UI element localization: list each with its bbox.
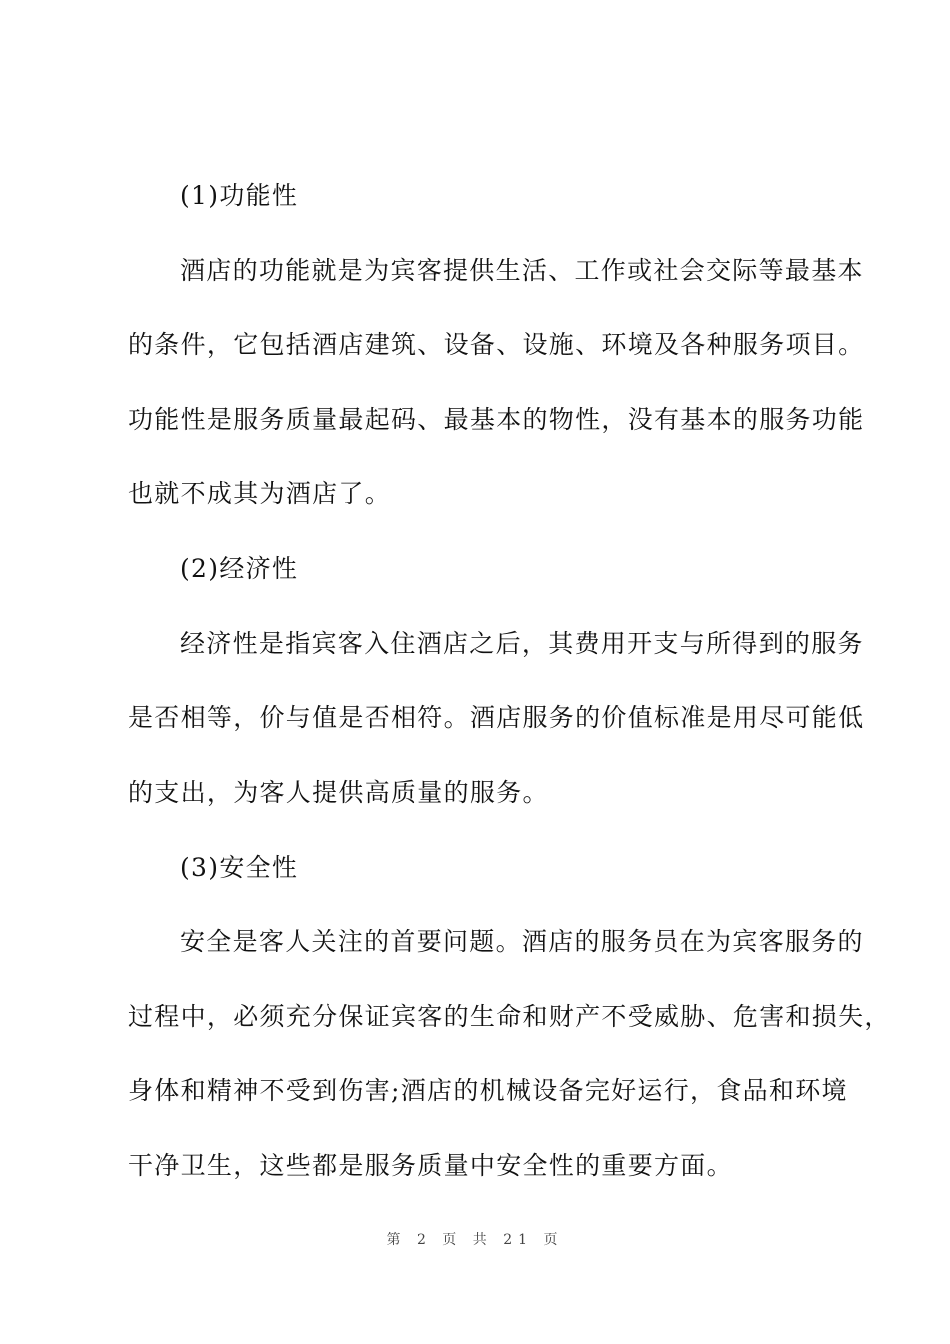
paragraph-line: 酒店的功能就是为宾客提供生活、工作或社会交际等最基本	[180, 256, 864, 285]
paragraph-line: 经济性是指宾客入住酒店之后，其费用开支与所得到的服务	[180, 629, 864, 658]
paragraph-line: 安全是客人关注的首要问题。酒店的服务员在为宾客服务的	[180, 927, 864, 956]
paragraph-line: 的支出，为客人提供高质量的服务。	[128, 778, 549, 807]
paragraph-line: 也就不成其为酒店了。	[128, 479, 392, 508]
paragraph-line: 身体和精神不受到伤害;酒店的机械设备完好运行，食品和环境	[128, 1076, 848, 1105]
paragraph-line: 是否相等，价与值是否相符。酒店服务的价值标准是用尽可能低	[128, 703, 865, 732]
paragraph-line: 功能性是服务质量最起码、最基本的物性，没有基本的服务功能	[128, 405, 865, 434]
page-number-footer: 第 2 页 共 21 页	[386, 1232, 564, 1248]
paragraph-line: 干净卫生，这些都是服务质量中安全性的重要方面。	[128, 1151, 733, 1180]
heading-functionality: (1)功能性	[180, 181, 299, 210]
heading-economy: (2)经济性	[180, 554, 299, 583]
heading-safety: (3)安全性	[180, 853, 299, 882]
paragraph-line: 的条件，它包括酒店建筑、设备、设施、环境及各种服务项目。	[128, 330, 865, 359]
paragraph-line: 过程中，必须充分保证宾客的生命和财产不受威胁、危害和损失，	[128, 1002, 891, 1031]
